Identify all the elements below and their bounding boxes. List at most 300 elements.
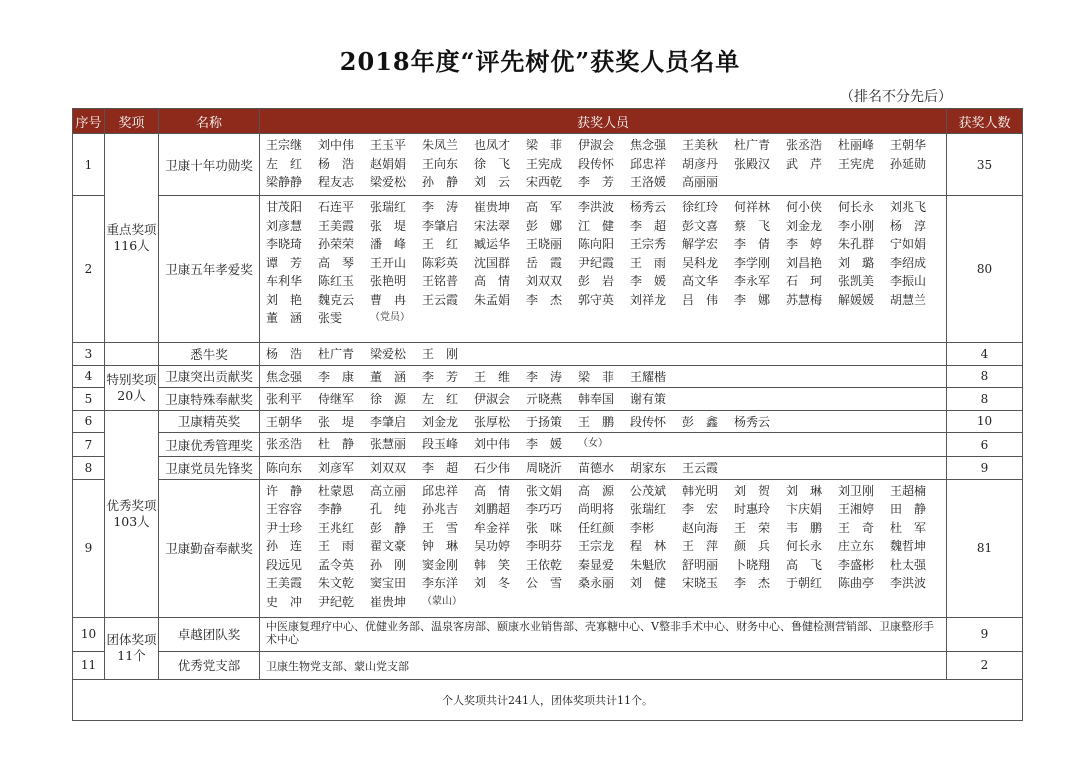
winner-name: 魏克云 [318, 292, 355, 307]
winner-name: 王 刚 [422, 347, 459, 361]
ranking-note: （排名不分先后） [840, 89, 952, 105]
winner-name: 石连平 [318, 200, 355, 214]
winner-name: 李 倩 [734, 237, 771, 251]
winner-name: 李巧巧 [526, 502, 563, 516]
winner-name: 王耀楷 [630, 369, 667, 384]
winner-name: 徐 飞 [474, 156, 511, 171]
winner-name: 朱孟娟 [474, 292, 511, 307]
winner-name: 彭 静 [370, 520, 407, 535]
winner-name: 张 堤 [318, 414, 355, 429]
award-name: 卫康十年功勋奖 [159, 134, 260, 196]
winner-note: （女） [578, 438, 608, 449]
team-list [260, 651, 947, 679]
winner-name: 刘 琳 [786, 483, 823, 498]
winner-name: 舒明丽 [682, 557, 719, 572]
winner-name: 周晓沂 [526, 461, 563, 475]
winner-name: 吴功婷 [474, 539, 511, 553]
winner-name: 张厚松 [474, 414, 511, 429]
winner-name: 时惠玲 [734, 502, 771, 516]
winner-name: 张 咪 [526, 520, 563, 535]
table-row [73, 433, 1023, 457]
winner-name: 王 雪 [422, 520, 459, 535]
winner-name: 孔 纯 [370, 502, 407, 516]
winner-name: 王 雨 [630, 255, 667, 270]
row-seq: 9 [73, 479, 105, 617]
winner-name: 江 健 [578, 218, 615, 233]
winner-name: 刘双双 [526, 274, 563, 288]
winner-name: 苏慧梅 [786, 292, 823, 307]
table-row [73, 343, 1023, 366]
winner-name: 王美霞 [266, 576, 303, 590]
winner-name: 张殿汉 [734, 156, 771, 171]
winner-name: 窦金刚 [422, 557, 459, 572]
winner-name: 钟 琳 [422, 539, 459, 553]
winner-name: 高 情 [474, 274, 511, 288]
winner-name: 尹士珍 [266, 520, 303, 535]
winner-name: 公 雪 [526, 576, 563, 590]
award-name: 卓越团队奖 [159, 617, 260, 651]
winner-name: 杜 军 [890, 520, 927, 535]
winner-name: 程 林 [630, 539, 667, 553]
row-seq: 2 [73, 196, 105, 343]
winner-name: 王美秋 [682, 138, 719, 152]
winner-name: 彭 鑫 [682, 414, 719, 429]
winner-name: 高丽丽 [682, 175, 719, 189]
winner-name: 宋法翠 [474, 218, 511, 233]
winner-name: 尚明将 [578, 502, 615, 516]
winner-name: 徐 源 [370, 392, 407, 406]
winner-name: 刘彦军 [318, 461, 355, 475]
award-count: 6 [947, 433, 1023, 457]
winner-name: 孙 刚 [370, 557, 407, 572]
category-excellent-name: 优秀奖项 [106, 497, 157, 513]
winner-name: 李小刚 [838, 218, 875, 233]
winner-name: 王玉平 [370, 138, 407, 152]
winner-name: 杜 静 [318, 437, 355, 451]
winner-name: 王宗继 [266, 138, 303, 152]
winner-name: 李盛彬 [838, 557, 875, 572]
winner-name: 刘兆飞 [890, 200, 927, 214]
winner-name: 刘彦慧 [266, 218, 303, 233]
winner-name: 任红颜 [578, 520, 615, 535]
winner-name: 李 婷 [786, 237, 823, 251]
winner-list [260, 196, 947, 343]
winner-name: 段远见 [266, 557, 303, 572]
winner-name: 李 超 [630, 218, 667, 233]
winner-name: 朱文乾 [318, 576, 355, 590]
award-count: 9 [947, 457, 1023, 480]
winner-note: （党员） [370, 312, 410, 323]
winner-name: 高 飞 [786, 557, 823, 572]
winner-name: 李永军 [734, 274, 771, 288]
winner-name: 王朝华 [890, 138, 927, 152]
winner-name: 王宗龙 [578, 539, 615, 553]
winner-name: 李洪波 [578, 200, 615, 214]
row-seq: 11 [73, 651, 105, 679]
header-winners: 获奖人员 [260, 109, 947, 134]
header-category: 奖项 [105, 109, 159, 134]
winner-name: 尹纪霞 [578, 255, 615, 270]
winner-name: 陈曲亭 [838, 576, 875, 590]
winner-name: 刘双双 [370, 461, 407, 475]
winner-name: 何祥林 [734, 200, 771, 214]
winner-name: 伊淑会 [474, 392, 511, 406]
winner-name: 李 芳 [422, 369, 459, 384]
award-name: 卫康勤奋奉献奖 [159, 479, 260, 617]
winner-name: 张艳明 [370, 274, 407, 288]
award-count: 81 [947, 479, 1023, 617]
winner-name: 王 红 [422, 237, 459, 251]
winner-name: 王 维 [474, 369, 511, 384]
winner-name: 卞庆娟 [786, 502, 823, 516]
winner-name: 陈红玉 [318, 274, 355, 288]
winner-name: 李 涛 [526, 369, 563, 384]
summary-footer: 个人奖项共计241人，团体奖项共计11个。 [73, 679, 1023, 720]
winner-name: 杜广青 [318, 347, 355, 361]
award-count: 9 [947, 617, 1023, 651]
team-list [260, 617, 947, 651]
winner-name: 公茂斌 [630, 483, 667, 498]
winner-name: 高 琴 [318, 255, 355, 270]
winner-list [260, 388, 947, 411]
winner-name: 孙 静 [422, 175, 459, 189]
winner-name: 解媛媛 [838, 292, 875, 307]
award-count: 4 [947, 343, 1023, 366]
winner-name: 崔贵坤 [370, 594, 407, 609]
winner-name: 左 红 [266, 156, 303, 171]
winner-name: 朱孔群 [838, 237, 875, 251]
winner-name: 段传怀 [630, 414, 667, 429]
award-count: 8 [947, 388, 1023, 411]
winner-name: 王超楠 [890, 483, 927, 498]
award-name: 卫康精英奖 [159, 410, 260, 433]
header-row [73, 109, 1023, 134]
winner-name: 李彬 [630, 520, 655, 535]
category-team [105, 617, 159, 679]
winner-name: 陈向东 [266, 461, 303, 475]
winner-name: 孙 连 [266, 539, 303, 553]
winner-name: 秦显爱 [578, 557, 615, 572]
winner-name: 梁 菲 [526, 138, 563, 152]
row-seq: 6 [73, 410, 105, 433]
winner-name: 胡家东 [630, 461, 667, 475]
winner-name: 刘中伟 [474, 437, 511, 451]
winner-name: 刘中伟 [318, 138, 355, 152]
category-team-total: 11个 [117, 648, 146, 663]
winner-name: 吕 伟 [682, 292, 719, 307]
winner-name: 王兆红 [318, 520, 355, 535]
category-special [105, 365, 159, 410]
row-seq: 7 [73, 433, 105, 457]
award-name: 悉牛奖 [159, 343, 260, 366]
winner-name: 牟金祥 [474, 520, 511, 535]
winner-name: 刘卫刚 [838, 483, 875, 498]
winner-name: 张瑞红 [370, 200, 407, 214]
winner-name: 窦宝田 [370, 576, 407, 590]
winner-name: 翟文豪 [370, 539, 407, 553]
winner-name: 何小侠 [786, 200, 823, 214]
category-key [105, 134, 159, 343]
winner-name: 李洪波 [890, 576, 927, 590]
winner-name: 苗德水 [578, 461, 615, 475]
winner-name: 王洛媛 [630, 175, 667, 189]
winner-name: 刘 贺 [734, 483, 771, 498]
header-count: 获奖人数 [947, 109, 1023, 134]
winner-name: 刘 健 [630, 576, 667, 590]
winner-name: 李肇启 [422, 218, 459, 233]
winner-name: 曹 冉 [370, 292, 407, 307]
winner-name: 梁静静 [266, 175, 303, 189]
row-seq: 3 [73, 343, 105, 366]
row-seq: 1 [73, 134, 105, 196]
winner-name: 王宗秀 [630, 237, 667, 251]
winner-name: 蔡 飞 [734, 218, 771, 233]
winner-name: 王容容 [266, 502, 303, 516]
winner-name: 王美霞 [318, 218, 355, 233]
winner-name: 李 媛 [526, 437, 563, 451]
winner-name: 高 情 [474, 483, 511, 498]
category-team-name: 团体奖项 [106, 632, 157, 647]
winner-name: 董 涵 [266, 311, 303, 325]
winner-name: 彭 娜 [526, 218, 563, 233]
winner-name: 徐红玲 [682, 200, 719, 214]
winner-name: 李静 [318, 502, 343, 516]
table-row [73, 410, 1023, 433]
award-name: 卫康特殊奉献奖 [159, 388, 260, 411]
row-seq: 5 [73, 388, 105, 411]
winner-name: 彭 岩 [578, 274, 615, 288]
winner-name: 沈国群 [474, 255, 511, 270]
winner-name: 韩 笑 [474, 557, 511, 572]
winner-name: 李 娜 [734, 292, 771, 307]
winner-name: 王依乾 [526, 557, 563, 572]
table-row [73, 651, 1023, 679]
winner-name: 岳 霞 [526, 255, 563, 270]
winner-name: 杨秀云 [630, 200, 667, 214]
winner-name: 李晓琦 [266, 237, 303, 251]
winner-name: 李东洋 [422, 576, 459, 590]
winner-list [260, 134, 947, 196]
winner-name: 杨 浩 [266, 347, 303, 361]
winner-name: 王宪虎 [838, 156, 875, 171]
winner-name: 朱魁欣 [630, 557, 667, 572]
winner-name: 刘金龙 [422, 414, 459, 429]
winner-name: 刘祥龙 [630, 292, 667, 307]
winner-name: 李 媛 [630, 274, 667, 288]
winner-name: 甘茂阳 [266, 200, 303, 214]
winner-name: 宋晓玉 [682, 576, 719, 590]
winner-name: 张文娟 [526, 483, 563, 498]
winner-name: 刘金龙 [786, 218, 823, 233]
team-names: 卫康生物党支部、蒙山党支部 [266, 659, 409, 673]
category-key-name: 重点奖项 [106, 222, 157, 237]
winner-name: 焦念强 [266, 369, 303, 384]
header-name: 名称 [159, 109, 260, 134]
header-seq: 序号 [73, 109, 105, 134]
winner-name: 梁爱松 [370, 347, 407, 361]
winner-name: 孙延勋 [890, 156, 927, 171]
winner-name: 李 芳 [578, 175, 615, 189]
winner-name: 何长永 [838, 200, 875, 214]
winner-name: 张瑞红 [630, 502, 667, 516]
winner-name: 邱忠祥 [422, 483, 459, 498]
winner-name: 刘 艳 [266, 292, 303, 307]
winner-name: 王朝华 [266, 414, 303, 429]
winner-name: 谭 芳 [266, 255, 303, 270]
winner-name: 李明芬 [526, 539, 563, 553]
winner-name: 李学刚 [734, 255, 771, 270]
winner-name: 王开山 [370, 255, 407, 270]
winner-name: 王 鹏 [578, 414, 615, 429]
winner-name: 臧运华 [474, 237, 511, 251]
winner-name: 韩奉国 [578, 392, 615, 406]
winner-name: 车利华 [266, 274, 303, 288]
winner-name: 张丞浩 [786, 138, 823, 152]
winner-name: 卜晓翔 [734, 557, 771, 572]
award-count: 35 [947, 134, 1023, 196]
winner-name: 也凤才 [474, 138, 511, 152]
winner-name: 于扬策 [526, 414, 563, 429]
winner-name: 邱忠祥 [630, 156, 667, 171]
winner-name: 杨 淳 [890, 218, 927, 233]
winner-name: 王湘婷 [838, 502, 875, 516]
winner-name: 王晓丽 [526, 237, 563, 251]
table-row [73, 479, 1023, 617]
winner-name: 桑永丽 [578, 576, 615, 590]
winner-name: 段玉峰 [422, 437, 459, 451]
winner-name: 王云霞 [682, 461, 719, 475]
winner-list [260, 433, 947, 457]
team-names: 中医康复理疗中心、优健业务部、温泉客房部、颐康水业销售部、壳寡糖中心、V整非手术中心、财务中心、鲁健检测营销部、卫康整形手术中心 [266, 619, 934, 646]
category-special-name: 特别奖项 [106, 371, 157, 387]
winner-name: 宁如娟 [890, 237, 927, 251]
winner-name: 董 涵 [370, 369, 407, 384]
winner-name: 高立丽 [370, 483, 407, 498]
winner-name: 尹纪乾 [318, 594, 355, 609]
winner-name: 武 芹 [786, 156, 823, 171]
winner-list [260, 365, 947, 388]
category-excellent-total: 103人 [113, 513, 150, 529]
winner-list [260, 457, 947, 480]
category-excellent [105, 410, 159, 617]
winner-name: 李 超 [422, 461, 459, 475]
table-row [73, 196, 1023, 343]
winner-name: 段传怀 [578, 156, 615, 171]
winner-name: 史 冲 [266, 594, 303, 609]
table-row [73, 365, 1023, 388]
table-row [73, 617, 1023, 651]
winner-name: 赵向海 [682, 520, 719, 535]
winner-name: 韩光明 [682, 483, 719, 498]
winner-list [260, 410, 947, 433]
winner-name: 张利平 [266, 392, 303, 406]
winner-name: 王 荣 [734, 520, 771, 535]
winner-name: 王宪成 [526, 156, 563, 171]
winner-name: 张丞浩 [266, 437, 303, 451]
winner-name: 宋西乾 [526, 175, 563, 189]
winner-name: 彭文喜 [682, 218, 719, 233]
winner-name: 李 宏 [682, 502, 719, 516]
award-table [72, 108, 1023, 721]
winner-name: 于朝红 [786, 576, 823, 590]
winner-name: 何长永 [786, 539, 823, 553]
winner-name: 吴科龙 [682, 255, 719, 270]
award-name: 卫康党员先锋奖 [159, 457, 260, 480]
winner-name: 张慧丽 [370, 437, 407, 451]
winner-name: 许 静 [266, 483, 303, 498]
row-seq: 4 [73, 365, 105, 388]
winner-name: 刘 璐 [838, 255, 875, 270]
category-special-total: 20人 [117, 387, 146, 403]
winner-name: 田 静 [890, 502, 927, 516]
award-name: 优秀党支部 [159, 651, 260, 679]
winner-name: 谢有策 [630, 392, 667, 406]
winner-name: 石 珂 [786, 274, 823, 288]
winner-name: 王 奇 [838, 520, 875, 535]
award-count: 80 [947, 196, 1023, 343]
winner-name: 孙兆吉 [422, 502, 459, 516]
winner-name: 高 军 [526, 200, 563, 214]
table-row [73, 457, 1023, 480]
winner-name: 刘 云 [474, 175, 511, 189]
award-name: 卫康突出贡献奖 [159, 365, 260, 388]
winner-name: 陈向阳 [578, 237, 615, 251]
winner-name: 孙荣荣 [318, 237, 355, 251]
winner-list [260, 479, 947, 617]
winner-name: 梁 菲 [578, 369, 615, 384]
winner-name: 王 雨 [318, 539, 355, 553]
winner-name: 程友志 [318, 175, 355, 189]
winner-name: 杜太强 [890, 557, 927, 572]
winner-name: 梁爱松 [370, 175, 407, 189]
winner-name: 朱凤兰 [422, 138, 459, 152]
award-name: 卫康五年孝爱奖 [159, 196, 260, 343]
winner-name: 庄立东 [838, 539, 875, 553]
winner-name: 李 杰 [526, 292, 563, 307]
winner-name: 李 涛 [422, 200, 459, 214]
winner-name: 杜蒙恩 [318, 483, 355, 498]
award-count: 10 [947, 410, 1023, 433]
winner-name: 杜广青 [734, 138, 771, 152]
winner-name: 刘鹏超 [474, 502, 511, 516]
winner-name: 魏哲坤 [890, 539, 927, 553]
winner-name: 杨 浩 [318, 156, 355, 171]
category-key-total: 116人 [113, 238, 150, 253]
row-seq: 8 [73, 457, 105, 480]
winner-name: 郭守英 [578, 292, 615, 307]
winner-name: 李肇启 [370, 414, 407, 429]
winner-name: 潘 峰 [370, 237, 407, 251]
winner-name: 石少伟 [474, 461, 511, 475]
winner-name: 杨秀云 [734, 414, 771, 429]
winner-name: 韦 鹏 [786, 520, 823, 535]
award-name: 卫康优秀管理奖 [159, 433, 260, 457]
winner-name: 杜丽峰 [838, 138, 875, 152]
footer-row [73, 679, 1023, 720]
winner-name: 王向东 [422, 156, 459, 171]
winner-name: 侍继军 [318, 392, 355, 406]
winner-name: 高 源 [578, 483, 615, 498]
winner-name: 李 康 [318, 369, 355, 384]
winner-name: 胡慧兰 [890, 292, 927, 307]
winner-name: 张凯美 [838, 274, 875, 288]
winner-name: 左 红 [422, 392, 459, 406]
winner-name: 高文华 [682, 274, 719, 288]
winner-name: 伊淑会 [578, 138, 615, 152]
winner-name: 李 杰 [734, 576, 771, 590]
row-seq: 10 [73, 617, 105, 651]
award-count: 8 [947, 365, 1023, 388]
